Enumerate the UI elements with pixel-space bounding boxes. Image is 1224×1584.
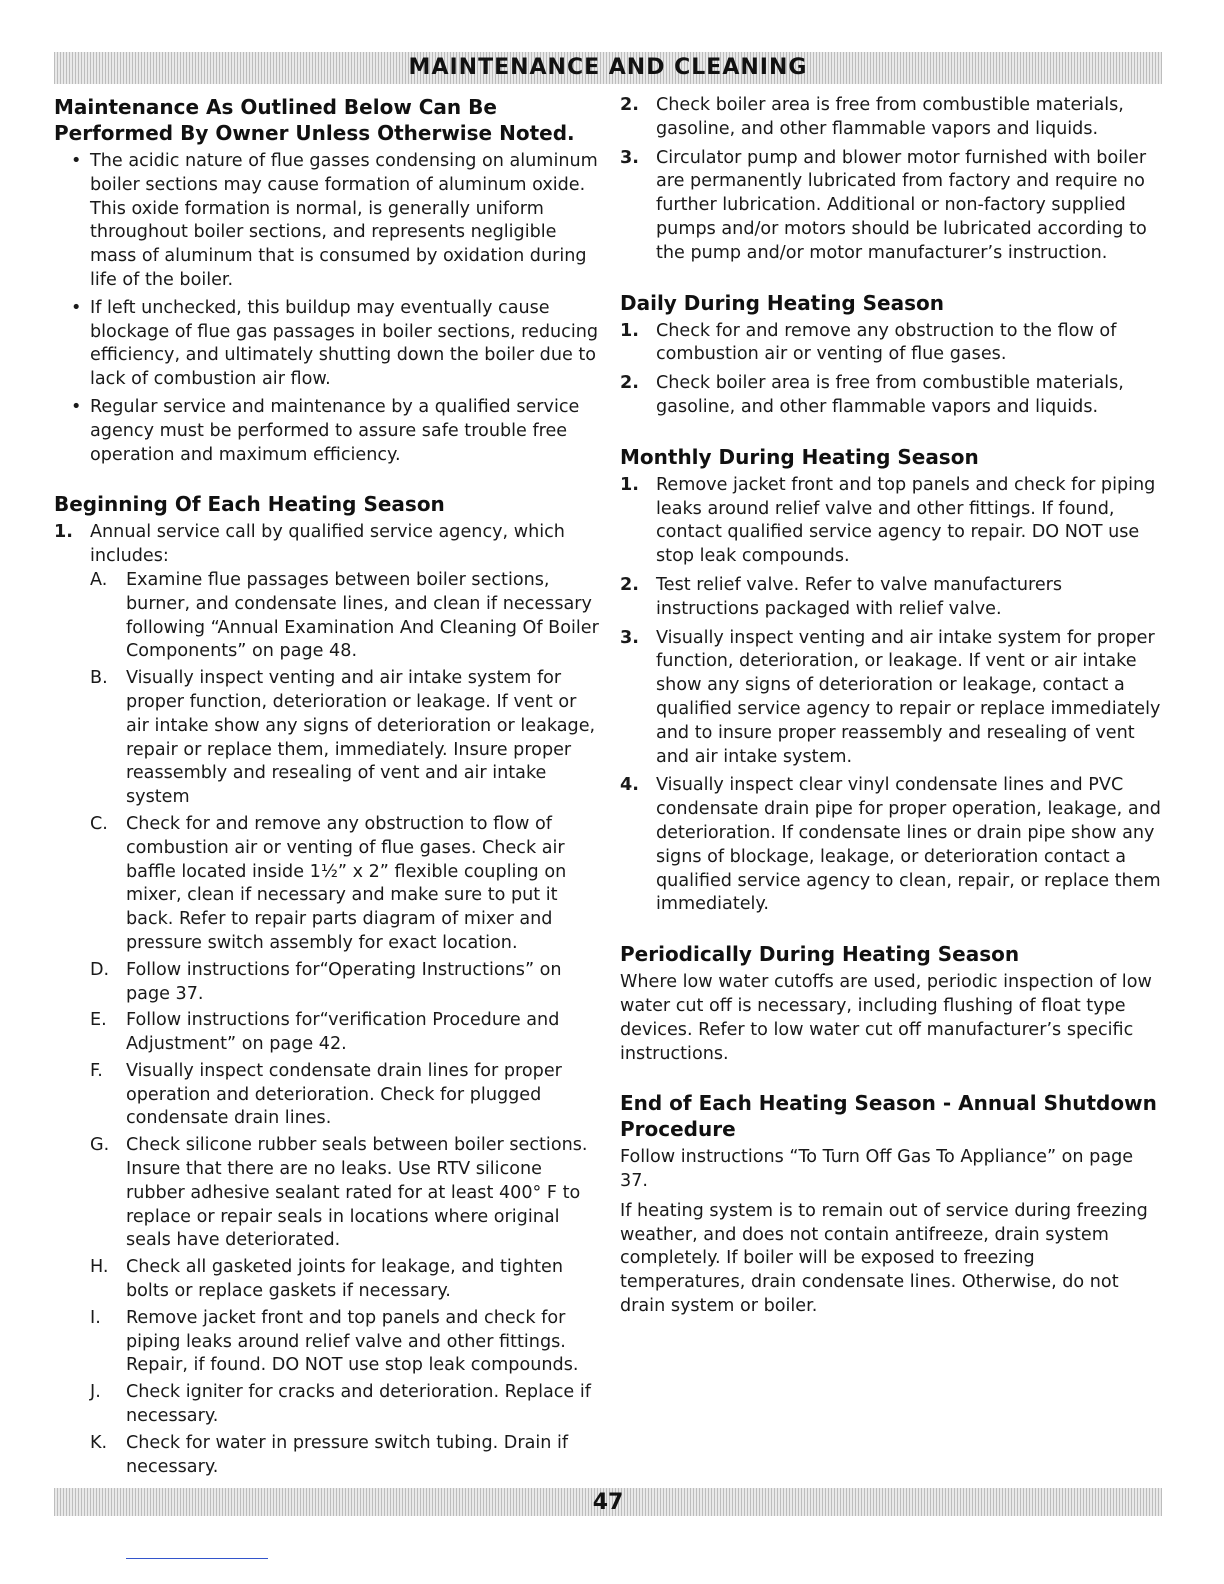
end-paragraph-1: Follow instructions “To Turn Off Gas To Appliance” on page 37. — [620, 1147, 1134, 1192]
item-number: 1. — [620, 320, 639, 341]
list-item — [620, 774, 1165, 917]
bullet-icon: • — [71, 297, 82, 318]
sub-item-text: Examine flue passages between boiler sections, burner, and condensate lines, and clean if necessary following “Annual Examination And Cleaning Of Boiler Components” on page 48. — [126, 569, 599, 662]
sub-item-text: Check for and remove any obstruction to flow of combustion air or venting of flue gases. Check air baffle located inside 1½” x 2” flexible coupling on mixer, clean if necessary and make sure to put it back. Refer to repair parts diagram of mixer and pressure switch assembly for exact location. — [126, 813, 567, 953]
sub-item — [90, 1432, 602, 1480]
sub-item-letter: B. — [90, 668, 108, 689]
bullet-text: The acidic nature of flue gasses condensing on aluminum boiler sections may cause formation of aluminum oxide. This oxide formation is normal, is generally uniform throughout boiler sections, and represents negligible mass of aluminum that is consumed by oxidation during life of the boiler. — [90, 151, 598, 290]
list-item — [620, 147, 1165, 266]
item-number: 2. — [620, 574, 639, 595]
left-column — [54, 94, 602, 1503]
periodic-section — [620, 941, 1165, 1066]
list-item — [620, 320, 1165, 368]
footer-divider — [126, 1558, 268, 1559]
bullet-text: Regular service and maintenance by a qualified service agency must be performed to assure safe trouble free operation and maximum efficiency. — [90, 396, 580, 465]
bullet-icon: • — [71, 151, 82, 171]
sub-item — [90, 1256, 602, 1304]
periodic-text: Where low water cutoffs are used, periodic inspection of low water cut off is necessary, including flushing of float type devices. Refer to low water cut off manufacturer’s specific instructions. — [620, 972, 1152, 1064]
monthly-title: Monthly During Heating Season — [620, 444, 979, 469]
item-text: Check for and remove any obstruction to the flow of combustion air or venting of flue gases. — [656, 320, 1117, 365]
end-section — [620, 1090, 1165, 1319]
item-number: 3. — [620, 627, 639, 648]
sub-item — [90, 1060, 602, 1131]
bullet-icon: • — [71, 396, 82, 417]
page-number: 47 — [592, 1490, 624, 1515]
item-number: 4. — [620, 775, 639, 796]
daily-list — [620, 320, 1165, 420]
item-text: Check boiler area is free from combustible materials, gasoline, and other flammable vapors and liquids. — [656, 95, 1124, 139]
item-number: 2. — [620, 95, 639, 115]
monthly-section — [620, 444, 1165, 917]
sub-item — [90, 813, 602, 956]
sub-item-letter: G. — [90, 1135, 110, 1156]
sub-item-text: Check for water in pressure switch tubing. Drain if necessary. — [126, 1432, 569, 1477]
list-item — [620, 627, 1165, 770]
daily-title: Daily During Heating Season — [620, 290, 944, 315]
sub-item-text: Visually inspect venting and air intake system for proper function, deterioration or leakage. If vent or air intake show any signs of deterioration or leakage, repair or replace them, immediately. Insure proper reassembly and resealing of vent and air intake system — [126, 668, 596, 808]
sub-item — [90, 667, 602, 810]
continued-list — [620, 94, 1165, 266]
bullet-text: If left unchecked, this buildup may eventually cause blockage of flue gas passages in boiler sections, reducing efficiency, and ultimately shutting down the boiler due to lack of combustion air flow. — [90, 297, 599, 390]
list-item — [54, 396, 602, 467]
sub-item-text: Visually inspect condensate drain lines for proper operation and deterioration. Check for plugged condensate drain lines. — [126, 1060, 562, 1129]
sub-item-letter: H. — [90, 1257, 109, 1278]
list-item — [54, 297, 602, 392]
sub-item-text: Follow instructions for“verification Procedure and Adjustment” on page 42. — [126, 1010, 560, 1055]
sub-item-text: Check silicone rubber seals between boiler sections. Insure that there are no leaks. Use RTV silicone rubber adhesive sealant rated for at least 400° F to replace or repair seals in locations where original seals have deteriorated. — [126, 1135, 588, 1251]
item-number: 1. — [620, 474, 639, 495]
sub-item-text: Follow instructions for“Operating Instructions” on page 37. — [126, 959, 562, 1004]
intro-title: Maintenance As Outlined Below Can Be Performed By Owner Unless Otherwise Noted. — [54, 95, 575, 145]
list-item — [54, 150, 602, 293]
sub-item — [90, 1307, 602, 1378]
beginning-list — [54, 521, 602, 1479]
list-item — [620, 372, 1165, 420]
sub-item-letter: D. — [90, 959, 110, 980]
intro-bullets — [54, 150, 602, 467]
header-band — [54, 52, 1162, 84]
item-text: Check boiler area is free from combustible materials, gasoline, and other flammable vapors and liquids. — [656, 373, 1124, 417]
sub-item-letter: C. — [90, 813, 108, 834]
list-item — [620, 574, 1165, 622]
item-text: Remove jacket front and top panels and check for piping leaks around relief valve and other fittings. If found, contact qualified service agency to repair. DO NOT use stop leak compounds. — [656, 474, 1156, 567]
sub-item-text: Check all gasketed joints for leakage, and tighten bolts or replace gaskets if necessary. — [126, 1257, 563, 1302]
sub-item — [90, 1134, 602, 1253]
sub-item — [90, 569, 602, 664]
end-title: End of Each Heating Season - Annual Shutdown Procedure — [620, 1091, 1157, 1142]
item-text: Circulator pump and blower motor furnished with boiler are permanently lubricated from factory and require no further lubrication. Additional or non-factory supplied pumps and/or motors should be lubricated according to the pump and/or motor manufacturer’s instruction. — [656, 147, 1147, 263]
item-number: 2. — [620, 373, 639, 394]
sub-item-text: Check igniter for cracks and deterioration. Replace if necessary. — [126, 1382, 591, 1427]
sub-item-letter: F. — [90, 1060, 103, 1081]
sub-item-text: Remove jacket front and top panels and check for piping leaks around relief valve and other fittings. Repair, if found. DO NOT use stop leak compounds. — [126, 1307, 579, 1376]
sub-item — [90, 1009, 602, 1057]
sub-list — [90, 569, 602, 1479]
list-item — [54, 521, 602, 1479]
sub-item-letter: J. — [90, 1382, 101, 1403]
sub-item-letter: K. — [90, 1432, 108, 1453]
item-text: Visually inspect venting and air intake system for proper function, deterioration, or leakage. If vent or air intake show any signs of deterioration or leakage, contact a qualified service agency to repair or replace immediately and to insure proper reassembly and resealing of vent and air intake system. — [656, 627, 1161, 767]
sub-item-letter: E. — [90, 1010, 107, 1031]
monthly-list — [620, 474, 1165, 917]
list-item — [620, 474, 1165, 569]
right-column — [620, 94, 1165, 1343]
footer-band — [54, 1488, 1162, 1516]
page-title: MAINTENANCE AND CLEANING — [408, 55, 808, 80]
item-number: 1. — [54, 522, 73, 543]
intro-section — [54, 94, 602, 467]
list-item — [620, 94, 1165, 142]
item-text: Test relief valve. Refer to valve manufacturers instructions packaged with relief valve. — [656, 574, 1063, 619]
item-text: Annual service call by qualified service agency, which includes: — [90, 522, 565, 567]
sub-item — [90, 959, 602, 1007]
item-text: Visually inspect clear vinyl condensate lines and PVC condensate drain pipe for proper operation, leakage, and deterioration. If condensate lines or drain pipe show any signs of blockage, leakage, or deterioration contact a qualified service agency to clean, repair, or replace them immediately. — [656, 775, 1161, 915]
periodic-title: Periodically During Heating Season — [620, 942, 1020, 967]
sub-item-letter: I. — [90, 1307, 101, 1328]
sub-item-letter: A. — [90, 569, 108, 590]
beginning-title: Beginning Of Each Heating Season — [54, 492, 445, 517]
item-number: 3. — [620, 147, 639, 168]
continued-section — [620, 94, 1165, 266]
beginning-section — [54, 491, 602, 1479]
end-paragraph-2: If heating system is to remain out of service during freezing weather, and does not contain antifreeze, drain system completely. If boiler will be exposed to freezing temperatures, drain condensate lines. Otherwise, do not drain system or boiler. — [620, 1200, 1148, 1317]
sub-item — [90, 1381, 602, 1429]
daily-section — [620, 290, 1165, 420]
